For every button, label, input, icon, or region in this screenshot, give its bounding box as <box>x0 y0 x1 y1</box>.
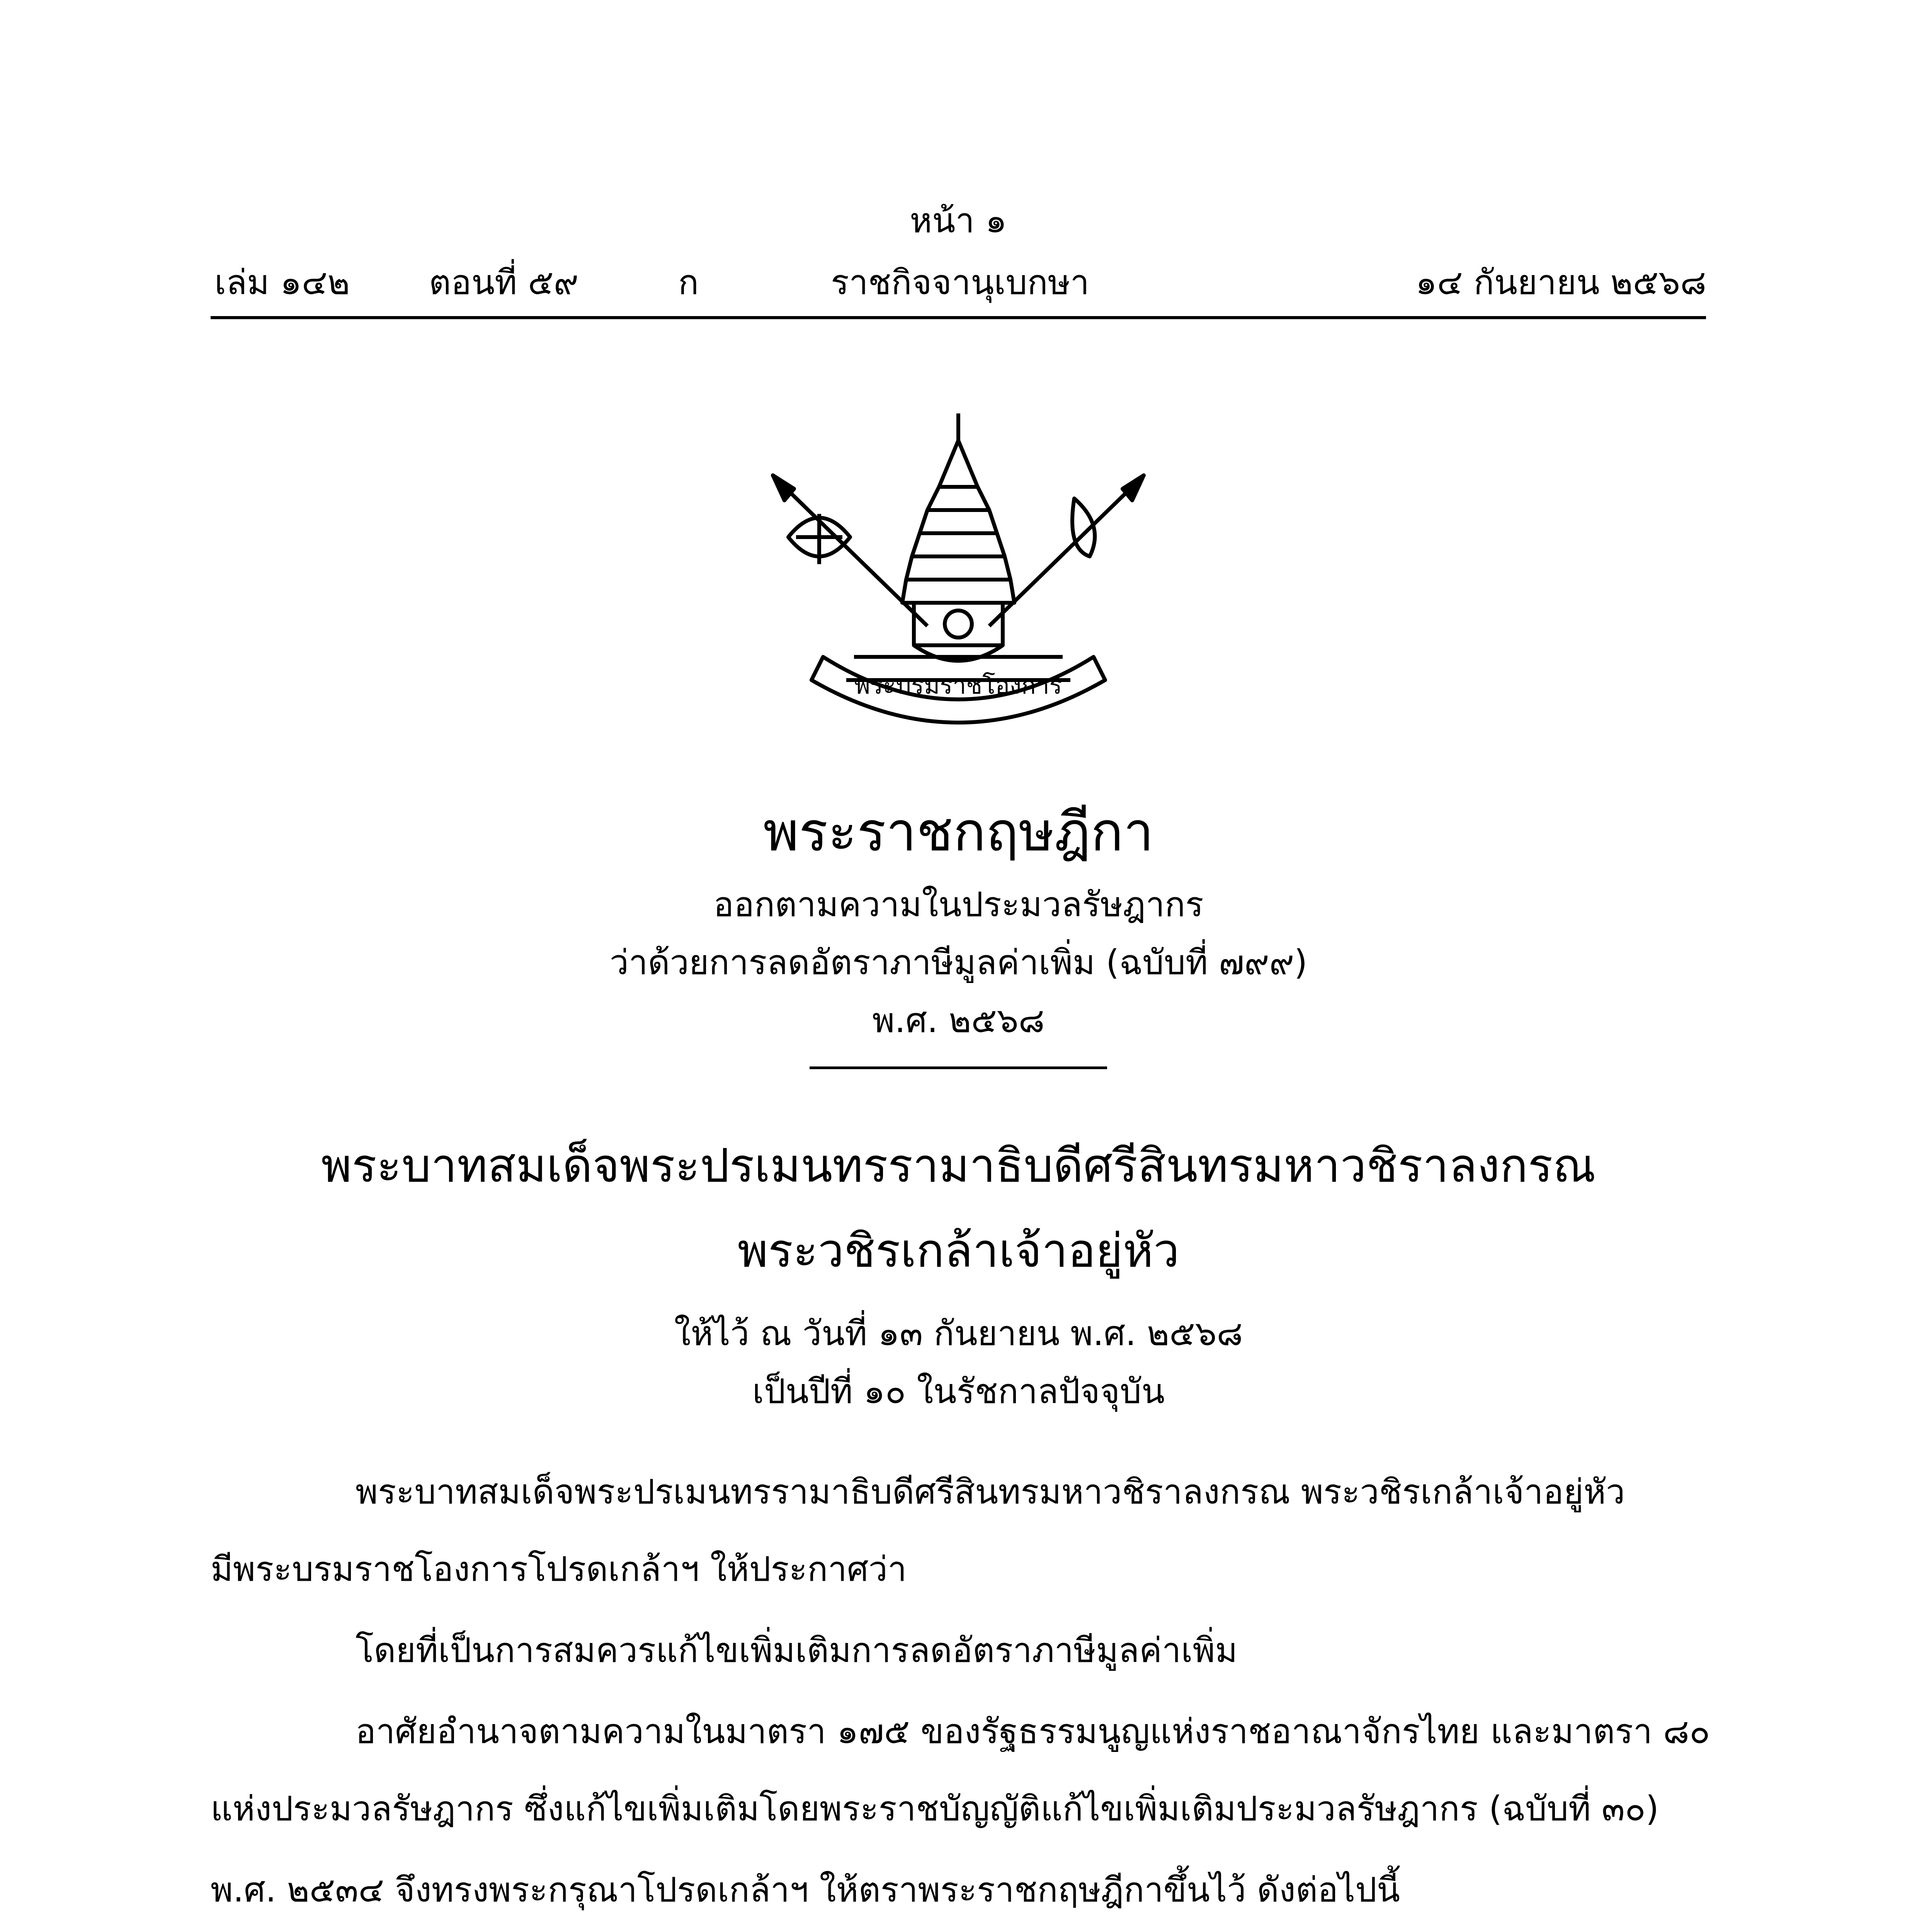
authority-line-3: พ.ศ. ๒๕๓๔ จึงทรงพระกรุณาโปรดเกล้าฯ ให้ตราพระราชกฤษฎีกาขึ้นไว้ ดังต่อไปนี้ <box>211 1870 1400 1910</box>
volume-number: เล่ม ๑๔๒ <box>214 262 350 302</box>
given-date: ให้ไว้ ณ วันที่ ๑๓ กันยายน พ.ศ. ๒๕๖๘ <box>674 1313 1243 1353</box>
king-name-line-1: พระบาทสมเด็จพระปรเมนทรรามาธิบดีศรีสินทรมหาวชิราลงกรณ <box>321 1139 1596 1193</box>
emblem-caption: พระบรมราชโองการ <box>854 671 1062 699</box>
header-divider <box>211 316 1706 319</box>
decree-subtitle-1: ออกตามความในประมวลรัษฎากร <box>713 884 1204 924</box>
king-name-line-2: พระวชิรเกล้าเจ้าอยู่หัว <box>737 1224 1180 1278</box>
decree-subtitle-2: ว่าด้วยการลดอัตราภาษีมูลค่าเพิ่ม (ฉบับที่ ๗๙๙) <box>609 942 1308 982</box>
title-divider <box>810 1066 1107 1069</box>
rationale-paragraph: โดยที่เป็นการสมควรแก้ไขเพิ่มเติมการลดอัตราภาษีมูลค่าเพิ่ม <box>356 1630 1238 1670</box>
preamble-line-2: มีพระบรมราชโองการโปรดเกล้าฯ ให้ประกาศว่า <box>211 1549 907 1589</box>
decree-title: พระราชกฤษฎีกา <box>763 801 1154 864</box>
gazette-date: ๑๔ กันยายน ๒๕๖๘ <box>1415 262 1706 302</box>
reign-year: เป็นปีที่ ๑๐ ในรัชกาลปัจจุบัน <box>752 1371 1165 1411</box>
royal-emblem-icon <box>757 410 1159 726</box>
page-number: หน้า ๑ <box>910 201 1007 240</box>
decree-year: พ.ศ. ๒๕๖๘ <box>872 1000 1045 1040</box>
section-letter: ก <box>678 262 699 302</box>
issue-number: ตอนที่ ๕๙ <box>429 262 579 302</box>
authority-line-1: อาศัยอำนาจตามความในมาตรา ๑๗๕ ของรัฐธรรมนูญแห่งราชอาณาจักรไทย และมาตรา ๘๐ <box>356 1711 1710 1751</box>
gazette-name: ราชกิจจานุเบกษา <box>831 262 1090 302</box>
authority-line-2: แห่งประมวลรัษฎากร ซึ่งแก้ไขเพิ่มเติมโดยพระราชบัญญัติแก้ไขเพิ่มเติมประมวลรัษฎากร (ฉบับที่ ๓๐) <box>211 1789 1659 1828</box>
preamble-line-1: พระบาทสมเด็จพระปรเมนทรรามาธิบดีศรีสินทรมหาวชิราลงกรณ พระวชิรเกล้าเจ้าอยู่หัว <box>356 1472 1625 1512</box>
